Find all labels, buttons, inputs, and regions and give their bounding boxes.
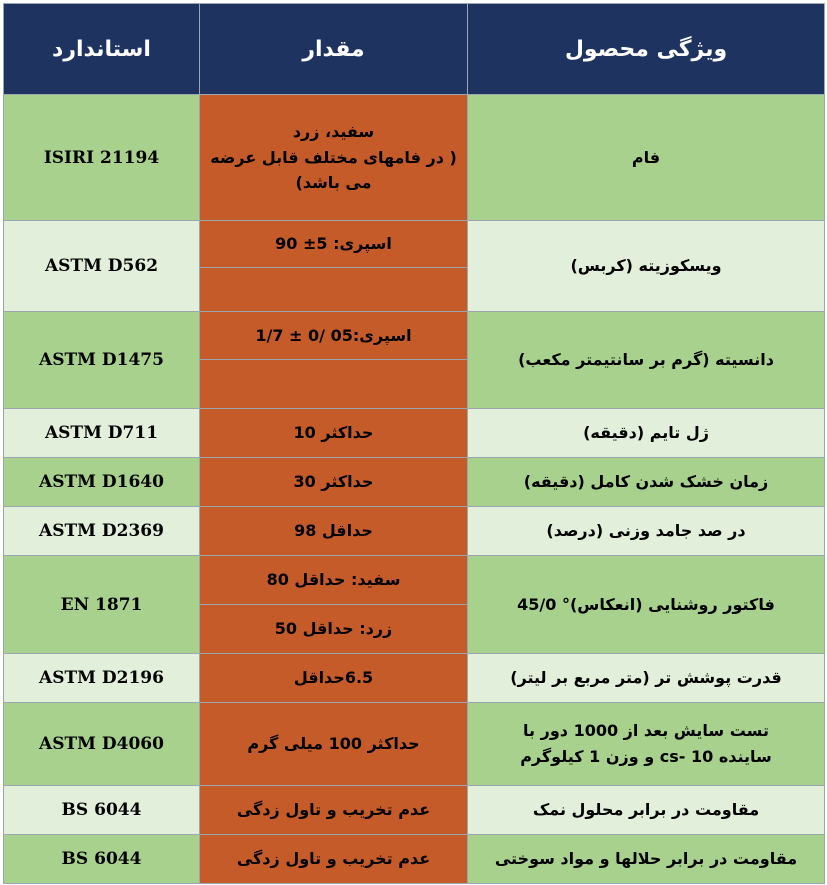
table-row-coverage (4, 654, 825, 703)
product-spec-table-container (3, 3, 824, 882)
feature-cell: زمان خشک شدن کامل (دقیقه) (468, 458, 825, 507)
standard-cell: ASTM D2196 (4, 654, 200, 703)
table-row-salt (4, 786, 825, 835)
feature-cell: در صد جامد وزنی (درصد) (468, 507, 825, 556)
table-row-dry-time (4, 458, 825, 507)
value-line: می باشد) (295, 173, 372, 193)
table-row-abrasion (4, 703, 825, 786)
standard-cell: EN 1871 (4, 556, 200, 654)
table-row-gel-time (4, 409, 825, 458)
feature-line: ساینده 10 -cs و وزن 1 کیلوگرم (520, 747, 772, 766)
value-cell: 6.5حداقل (200, 654, 468, 703)
feature-cell: فام (468, 95, 825, 221)
empty-value-cell (200, 268, 468, 312)
table-row-density (4, 312, 825, 360)
header-standard: استاندارد (4, 4, 200, 95)
feature-cell: مقاومت در برابر حلالها و مواد سوختی (468, 835, 825, 884)
value-cell-yellow: زرد: حداقل 50 (200, 605, 468, 654)
value-cell: عدم تخریب و تاول زدگی (200, 786, 468, 835)
standard-cell: ASTM D1475 (4, 312, 200, 409)
standard-cell: BS 6044 (4, 835, 200, 884)
value-line: سفید، زرد (292, 122, 375, 142)
value-cell: حداقل 98 (200, 507, 468, 556)
value-cell: اسپری: 5± 90 (200, 221, 468, 268)
standard-cell: ASTM D711 (4, 409, 200, 458)
value-cell: حداکثر 100 میلی گرم (200, 703, 468, 786)
standard-cell: ASTM D562 (4, 221, 200, 312)
header-feature: ویژگی محصول (468, 4, 825, 95)
value-cell: اسپری:05 /0 ± 1/7 (200, 312, 468, 360)
empty-value-cell (200, 360, 468, 409)
feature-cell: دانسیته (گرم بر سانتیمتر مکعب) (468, 312, 825, 409)
value-cell: حداکثر 30 (200, 458, 468, 507)
standard-cell: ISIRI 21194 (4, 95, 200, 221)
feature-cell: مقاومت در برابر محلول نمک (468, 786, 825, 835)
value-cell-white: سفید: حداقل 80 (200, 556, 468, 605)
table-row-luminance (4, 556, 825, 605)
value-cell: حداکثر 10 (200, 409, 468, 458)
standard-cell: ASTM D1640 (4, 458, 200, 507)
feature-cell: قدرت پوشش تر (متر مربع بر لیتر) (468, 654, 825, 703)
value-cell (200, 95, 468, 221)
feature-cell (468, 703, 825, 786)
table-row-solids (4, 507, 825, 556)
table-row-color (4, 95, 825, 221)
header-row (4, 4, 825, 95)
product-spec-table (3, 3, 825, 884)
feature-line: تست سایش بعد از 1000 دور با (523, 721, 769, 741)
header-amount: مقدار (200, 4, 468, 95)
feature-cell: ویسکوزیته (کربس) (468, 221, 825, 312)
standard-cell: ASTM D2369 (4, 507, 200, 556)
feature-cell: فاکتور روشنایی (انعکاس)° 45/0 (468, 556, 825, 654)
standard-cell: BS 6044 (4, 786, 200, 835)
value-line: ( در فامهای مختلف قابل عرضه (210, 147, 457, 167)
table-row-solvents (4, 835, 825, 884)
value-cell: عدم تخریب و تاول زدگی (200, 835, 468, 884)
feature-cell: ژل تایم (دقیقه) (468, 409, 825, 458)
standard-cell: ASTM D4060 (4, 703, 200, 786)
table-row-viscosity (4, 221, 825, 268)
